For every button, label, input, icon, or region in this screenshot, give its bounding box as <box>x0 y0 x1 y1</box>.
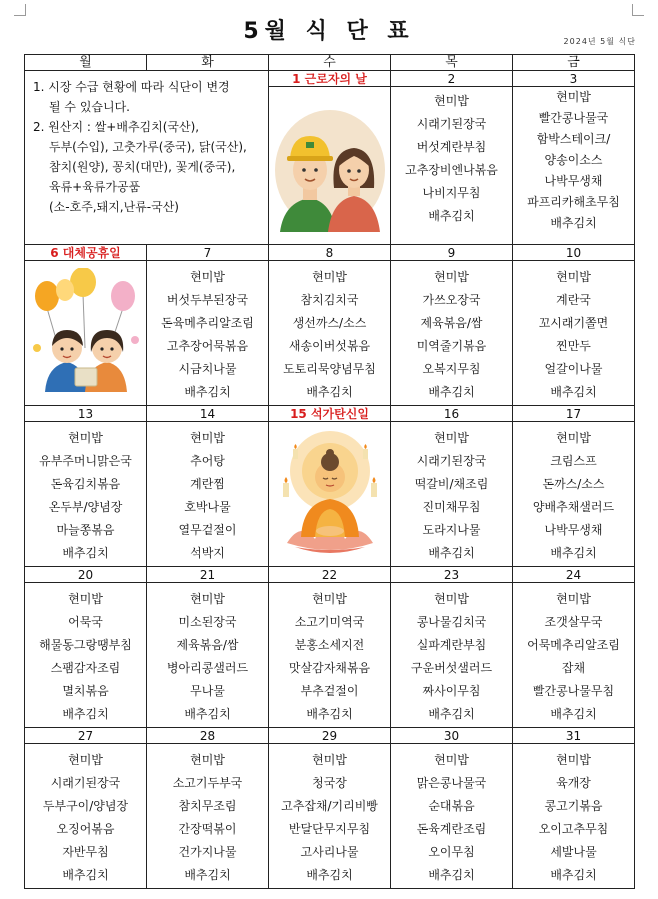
menu-item: 스팸감자조림 <box>50 661 121 675</box>
day-number: 21 <box>147 567 269 583</box>
day-cell <box>513 261 635 406</box>
date-row <box>25 71 635 87</box>
menu-item: 고추잡채/기리비빵 <box>281 799 378 813</box>
menu-item: 배추김치 <box>428 209 475 223</box>
menu-list <box>393 749 510 887</box>
day-cell <box>147 744 269 889</box>
menu-item: 현미밥 <box>312 753 347 767</box>
menu-item: 현미밥 <box>68 431 103 445</box>
day-cell <box>391 87 513 245</box>
menu-item: 간장떡볶이 <box>178 822 237 836</box>
page-title: 5월 식 단 표 <box>243 19 415 44</box>
menu-item: 가쓰오장국 <box>422 293 481 307</box>
menu-item: 함박스테이크/ <box>536 132 611 146</box>
day-cell <box>513 744 635 889</box>
menu-item: 실파계란부침 <box>416 638 487 652</box>
menu-list <box>515 588 632 726</box>
menu-list <box>393 266 510 404</box>
menu-item: 시래기된장국 <box>416 454 487 468</box>
menu-item: 오복지무침 <box>422 362 481 376</box>
menu-item: 버섯두부된장국 <box>166 293 249 307</box>
day-number: 17 <box>513 406 635 422</box>
menu-item: 현미밥 <box>190 592 225 606</box>
menu-item: 참치김치국 <box>300 293 359 307</box>
menu-item: 배추김치 <box>550 546 597 560</box>
menu-item: 현미밥 <box>434 753 469 767</box>
menu-item: 계란국 <box>556 293 591 307</box>
menu-list <box>393 90 510 228</box>
menu-item: 현미밥 <box>434 592 469 606</box>
day-cell <box>513 87 635 245</box>
menu-item: 열무겉절이 <box>178 523 237 537</box>
notice-line: (소-호주,돼지,난류-국산) <box>49 200 179 214</box>
day-cell <box>269 583 391 728</box>
menu-item: 배추김치 <box>184 385 231 399</box>
menu-item: 고추장비엔나볶음 <box>405 163 498 177</box>
day-number: 6 대체공휴일 <box>25 245 147 261</box>
menu-item: 배추김치 <box>306 385 353 399</box>
menu-item: 세발나물 <box>550 845 597 859</box>
menu-item: 돈육메추리알조림 <box>161 316 254 330</box>
buddha-illustration <box>271 425 389 563</box>
menu-list <box>149 749 266 887</box>
menu-item: 석박지 <box>190 546 225 560</box>
menu-item: 현미밥 <box>312 592 347 606</box>
menu-item: 잡채 <box>561 661 586 675</box>
menu-item: 크림스프 <box>550 454 597 468</box>
notice-text <box>25 71 268 244</box>
menu-item: 두부구이/양념장 <box>42 799 129 813</box>
menu-row <box>25 744 635 889</box>
menu-item: 현미밥 <box>556 90 591 104</box>
notice-line: 두부(수입), 고춧가루(중국), 닭(국산), <box>49 140 247 154</box>
weekday-header: 월 <box>25 55 147 71</box>
menu-item: 오이고추무침 <box>538 822 609 836</box>
day-cell <box>391 744 513 889</box>
menu-item: 유부주머니맑은국 <box>39 454 132 468</box>
menu-item: 현미밥 <box>190 753 225 767</box>
day-number: 28 <box>147 728 269 744</box>
day-cell-workers-day <box>269 87 391 245</box>
menu-item: 배추김치 <box>550 385 597 399</box>
menu-item: 양송이소스 <box>544 153 603 167</box>
issue-label: 2024년 5월 식단 <box>563 37 636 46</box>
day-cell <box>25 744 147 889</box>
menu-item: 배추김치 <box>306 707 353 721</box>
menu-item: 부추겉절이 <box>300 684 359 698</box>
notice-line: 1. 시장 수급 현황에 따라 식단이 변경 <box>33 80 230 94</box>
menu-item: 온두부/양념장 <box>48 500 123 514</box>
menu-item: 현미밥 <box>434 94 469 108</box>
menu-item: 배추김치 <box>306 868 353 882</box>
menu-item: 배추김치 <box>62 868 109 882</box>
menu-item: 참치무조림 <box>178 799 237 813</box>
menu-list <box>515 87 632 234</box>
menu-item: 오징어볶음 <box>56 822 115 836</box>
meal-calendar-table <box>24 54 635 889</box>
day-cell-substitute-holiday <box>25 261 147 406</box>
day-number: 29 <box>269 728 391 744</box>
day-number: 20 <box>25 567 147 583</box>
day-cell <box>513 422 635 567</box>
weekday-header: 화 <box>147 55 269 71</box>
menu-item: 구운버섯샐러드 <box>410 661 493 675</box>
day-number: 14 <box>147 406 269 422</box>
children-holiday-illustration <box>27 268 145 398</box>
menu-item: 돈까스/소스 <box>542 477 605 491</box>
menu-item: 빨간콩나물국 <box>538 111 609 125</box>
day-number: 23 <box>391 567 513 583</box>
day-number: 22 <box>269 567 391 583</box>
weekday-header-row <box>25 55 635 71</box>
notice-line: 육류+육류가공품 <box>49 180 141 194</box>
weekday-header: 목 <box>391 55 513 71</box>
menu-item: 반달단무지무침 <box>288 822 371 836</box>
menu-item: 돈육계란조림 <box>416 822 487 836</box>
menu-list <box>149 427 266 565</box>
menu-item: 계란찜 <box>190 477 225 491</box>
menu-item: 제육볶음/쌈 <box>420 316 483 330</box>
menu-item: 배추김치 <box>62 546 109 560</box>
menu-item: 콩고기볶음 <box>544 799 603 813</box>
date-row <box>25 567 635 583</box>
day-number: 10 <box>513 245 635 261</box>
menu-list <box>27 427 144 565</box>
day-number: 2 <box>391 71 513 87</box>
menu-item: 배추김치 <box>550 868 597 882</box>
menu-list <box>271 266 388 404</box>
menu-item: 배추김치 <box>428 868 475 882</box>
day-cell <box>391 261 513 406</box>
menu-item: 진미채무침 <box>422 500 481 514</box>
menu-item: 배추김치 <box>550 707 597 721</box>
menu-item: 어묵메추리알조림 <box>527 638 620 652</box>
menu-item: 맑은콩나물국 <box>416 776 487 790</box>
menu-item: 맛살감자채볶음 <box>288 661 371 675</box>
menu-item: 나비지무침 <box>422 186 481 200</box>
notice-cell <box>25 71 269 245</box>
menu-item: 짜사이무침 <box>422 684 481 698</box>
menu-item: 소고기두부국 <box>172 776 243 790</box>
menu-item: 병아리콩샐러드 <box>166 661 249 675</box>
menu-list <box>149 588 266 726</box>
menu-item: 미역줄기볶음 <box>416 339 487 353</box>
menu-item: 현미밥 <box>434 431 469 445</box>
menu-list <box>515 266 632 404</box>
day-cell <box>147 261 269 406</box>
menu-item: 제육볶음/쌈 <box>176 638 239 652</box>
menu-list <box>271 749 388 887</box>
menu-item: 나박무생채 <box>544 523 603 537</box>
menu-list <box>27 749 144 887</box>
menu-list <box>149 266 266 404</box>
day-cell-buddhas-birthday <box>269 422 391 567</box>
menu-item: 현미밥 <box>190 431 225 445</box>
weekday-header: 금 <box>513 55 635 71</box>
day-number: 16 <box>391 406 513 422</box>
menu-list <box>515 427 632 565</box>
day-number: 1 근로자의 날 <box>269 71 391 87</box>
menu-item: 배추김치 <box>550 216 597 230</box>
menu-item: 배추김치 <box>62 707 109 721</box>
menu-row <box>25 583 635 728</box>
menu-item: 순대볶음 <box>428 799 475 813</box>
menu-item: 배추김치 <box>428 385 475 399</box>
notice-line: 될 수 있습니다. <box>49 100 130 114</box>
menu-item: 파프리카해초무침 <box>527 195 620 209</box>
notice-line: 2. 원산지 : 쌀+배추김치(국산), <box>33 120 200 134</box>
menu-item: 조갯살무국 <box>544 615 603 629</box>
menu-item: 얼갈이나물 <box>544 362 603 376</box>
menu-item: 현미밥 <box>190 270 225 284</box>
menu-item: 시래기된장국 <box>50 776 121 790</box>
menu-item: 나박무생채 <box>544 174 603 188</box>
menu-item: 현미밥 <box>556 270 591 284</box>
day-number: 9 <box>391 245 513 261</box>
menu-item: 시래기된장국 <box>416 117 487 131</box>
day-cell <box>269 744 391 889</box>
day-cell <box>147 422 269 567</box>
menu-item: 배추김치 <box>184 707 231 721</box>
menu-item: 무나물 <box>190 684 225 698</box>
menu-item: 멸치볶음 <box>62 684 109 698</box>
weekday-header: 수 <box>269 55 391 71</box>
menu-list <box>393 427 510 565</box>
menu-item: 어묵국 <box>68 615 103 629</box>
day-cell <box>269 261 391 406</box>
menu-item: 현미밥 <box>556 592 591 606</box>
menu-item: 현미밥 <box>68 753 103 767</box>
menu-item: 새송이버섯볶음 <box>288 339 371 353</box>
date-row <box>25 245 635 261</box>
workers-day-illustration <box>270 92 390 242</box>
menu-list <box>393 588 510 726</box>
menu-item: 현미밥 <box>68 592 103 606</box>
menu-item: 꼬시래기쫄면 <box>538 316 609 330</box>
menu-item: 도라지나물 <box>422 523 481 537</box>
menu-item: 빨간콩나물무침 <box>532 684 615 698</box>
menu-item: 건가지나물 <box>178 845 237 859</box>
day-number: 13 <box>25 406 147 422</box>
menu-item: 청국장 <box>312 776 347 790</box>
day-number: 30 <box>391 728 513 744</box>
day-cell <box>391 422 513 567</box>
date-row <box>25 728 635 744</box>
menu-item: 돈육김치볶음 <box>50 477 121 491</box>
menu-item: 소고기미역국 <box>294 615 365 629</box>
menu-item: 시금치나물 <box>178 362 237 376</box>
menu-item: 도토리묵양념무침 <box>283 362 376 376</box>
menu-item: 현미밥 <box>556 431 591 445</box>
day-number: 27 <box>25 728 147 744</box>
menu-list <box>515 749 632 887</box>
menu-item: 분홍소세지전 <box>294 638 365 652</box>
day-cell <box>147 583 269 728</box>
menu-item: 오이무침 <box>428 845 475 859</box>
notice-line: 참치(원양), 꽁치(대만), 꽃게(중국), <box>49 160 236 174</box>
day-number: 7 <box>147 245 269 261</box>
menu-item: 고사리나물 <box>300 845 359 859</box>
day-number: 3 <box>513 71 635 87</box>
day-number: 15 석가탄신일 <box>269 406 391 422</box>
menu-item: 호박나물 <box>184 500 231 514</box>
day-cell <box>25 583 147 728</box>
menu-item: 미소된장국 <box>178 615 237 629</box>
day-cell <box>513 583 635 728</box>
menu-item: 배추김치 <box>428 707 475 721</box>
menu-item: 현미밥 <box>434 270 469 284</box>
day-number: 8 <box>269 245 391 261</box>
menu-item: 육개장 <box>556 776 591 790</box>
menu-item: 양배추채샐러드 <box>532 500 615 514</box>
menu-list <box>27 588 144 726</box>
day-cell <box>25 422 147 567</box>
menu-item: 추어탕 <box>190 454 225 468</box>
menu-list <box>271 588 388 726</box>
menu-item: 마늘쫑볶음 <box>56 523 115 537</box>
menu-item: 현미밥 <box>556 753 591 767</box>
menu-item: 떡갈비/채조림 <box>414 477 489 491</box>
menu-item: 현미밥 <box>312 270 347 284</box>
menu-item: 배추김치 <box>184 868 231 882</box>
menu-item: 자반무침 <box>62 845 109 859</box>
menu-row <box>25 261 635 406</box>
day-cell <box>391 583 513 728</box>
date-row <box>25 406 635 422</box>
day-number: 24 <box>513 567 635 583</box>
day-number: 31 <box>513 728 635 744</box>
menu-item: 콩나물김치국 <box>416 615 487 629</box>
menu-item: 버섯계란부침 <box>416 140 487 154</box>
menu-item: 고추장어묵볶음 <box>166 339 249 353</box>
menu-item: 찐만두 <box>556 339 591 353</box>
menu-item: 배추김치 <box>428 546 475 560</box>
menu-item: 해물동그랑땡부침 <box>39 638 132 652</box>
menu-item: 생선까스/소스 <box>292 316 367 330</box>
menu-row <box>25 422 635 567</box>
